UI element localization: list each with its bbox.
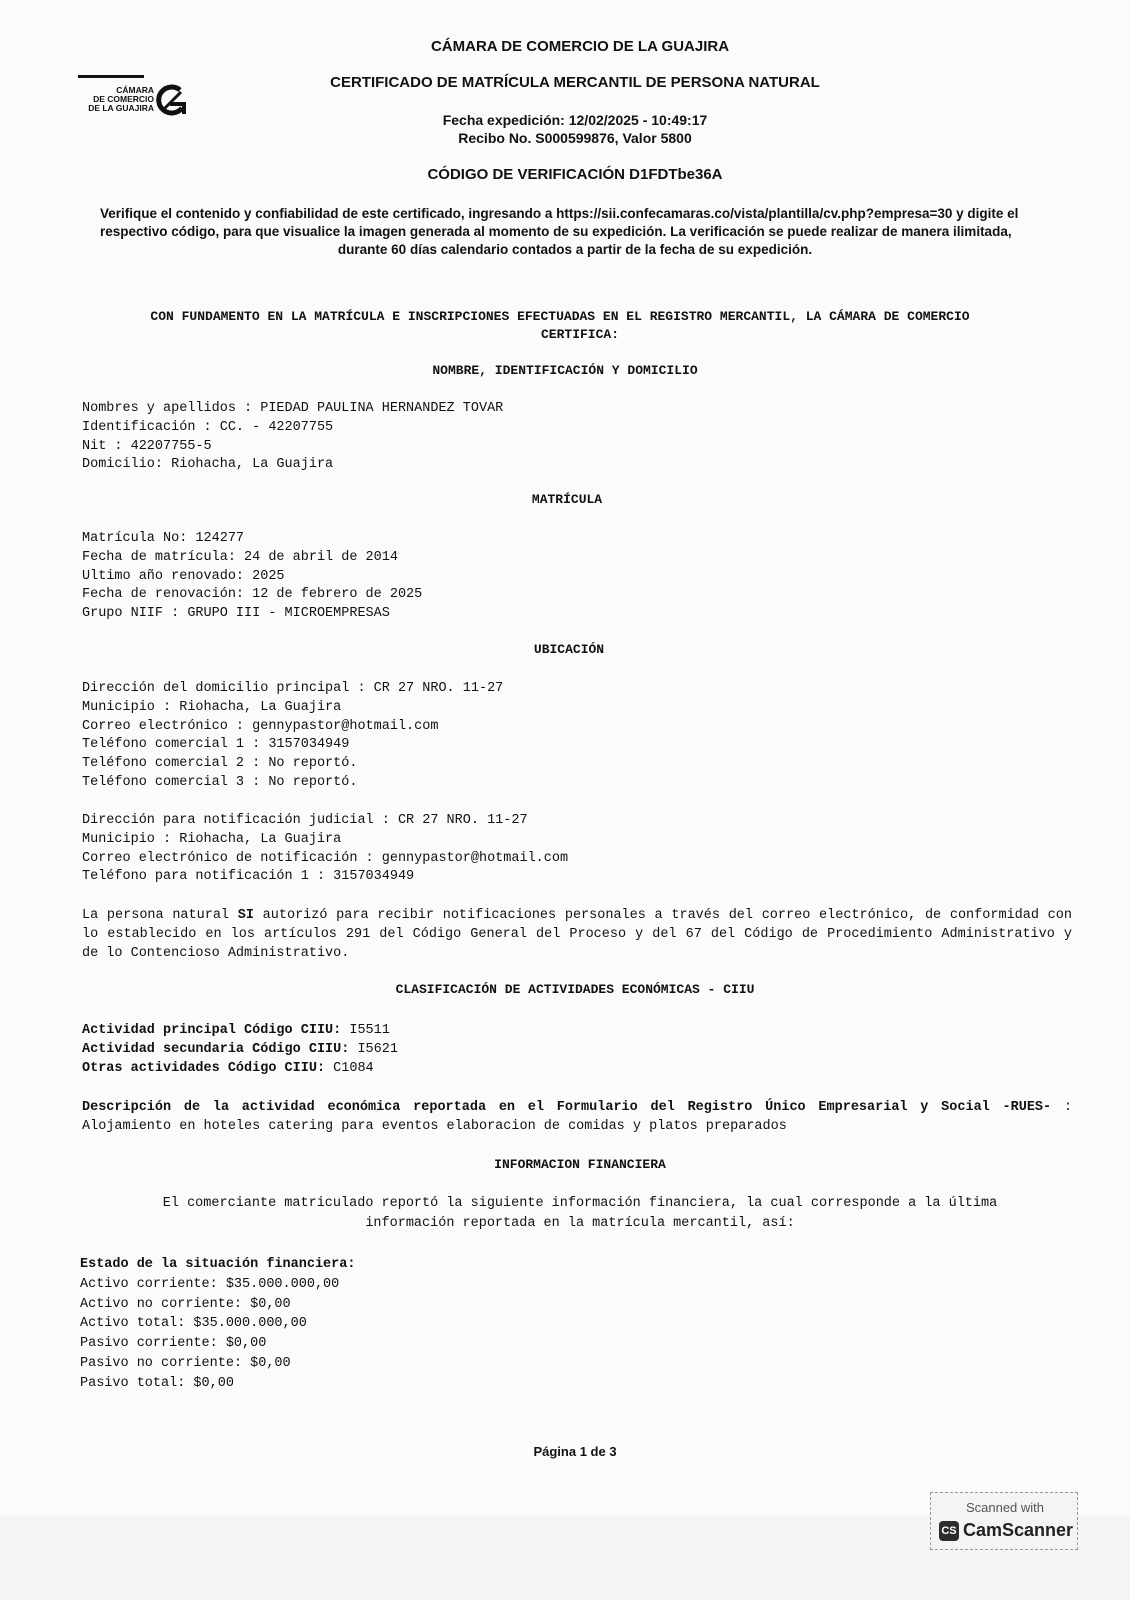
section-title-ciiu: CLASIFICACIÓN DE ACTIVIDADES ECONÓMICAS - CIIU: [395, 982, 755, 997]
address-line: Teléfono comercial 2 : No reportó.: [82, 756, 358, 772]
address-line: Teléfono comercial 1 : 3157034949: [82, 737, 350, 753]
section-title-matricula: MATRÍCULA: [531, 492, 603, 507]
chamber-title: CÁMARA DE COMERCIO DE LA GUAJIRA: [430, 38, 730, 55]
receipt-number: Recibo No. S000599876, Valor 5800: [458, 130, 692, 146]
verification-notice: [100, 205, 1050, 259]
section-title-identificacion: NOMBRE, IDENTIFICACIÓN Y DOMICILIO: [432, 363, 698, 378]
financial-line: Activo total: $35.000.000,00: [80, 1316, 307, 1332]
matricula-block: [82, 530, 422, 624]
financial-line: Activo corriente: $35.000.000,00: [80, 1276, 340, 1292]
ciiu-line: Actividad secundaria Código CIIU: I5621: [82, 1041, 398, 1057]
financial-block: [80, 1255, 355, 1394]
notification-consent: La persona natural SI autorizó para recibir notificaciones personales a través del correo electrónico, de conformidad con lo establecido en los artículos 291 del Código General del Proceso y del 67 del Código de Procedimiento Administrativo y de lo Contencioso Administrativo.: [82, 908, 1072, 961]
verification-line: respectivo código, para que visualice la imagen generada al momento de su expedición. La verificación se puede realizar de manera ilimitada,: [100, 224, 1012, 239]
matricula-line: Matrícula No: 124277: [82, 531, 245, 546]
ciiu-line: Actividad principal Código CIIU: I5511: [82, 1023, 390, 1038]
matricula-line: Ultimo año renovado: 2025: [82, 568, 285, 584]
verification-line: Verifique el contenido y confiabilidad de este certificado, ingresando a https://sii.confecamaras.co/vista/plantilla/cv.php?empresa=30 y digite el: [100, 206, 1019, 221]
financial-line: Pasivo no corriente: $0,00: [80, 1355, 291, 1371]
address-line: Dirección del domicilio principal : CR 27 NRO. 11-27: [82, 681, 504, 696]
address-line: Municipio : Riohacha, La Guajira: [82, 699, 342, 715]
address-line: Correo electrónico : gennypastor@hotmail.com: [82, 718, 439, 734]
matricula-line: Fecha de renovación: 12 de febrero de 2025: [82, 587, 423, 603]
certifica-label: CERTIFICA:: [540, 327, 619, 342]
certifica-heading: CON FUNDAMENTO EN LA MATRÍCULA E INSCRIPCIONES EFECTUADAS EN EL REGISTRO MERCANTIL, LA CÁMARA DE COMERCIO: [150, 309, 970, 324]
verification-line: durante 60 días calendario contados a partir de la fecha de su expedición.: [337, 242, 813, 257]
camscanner-logo-icon: CS: [939, 1521, 959, 1541]
section-title-financiera: INFORMACION FINANCIERA: [494, 1157, 666, 1172]
issue-date: Fecha expedición: 12/02/2025 - 10:49:17: [442, 112, 708, 128]
financial-line: Pasivo corriente: $0,00: [80, 1336, 267, 1352]
financial-intro: El comerciante matriculado reportó la siguiente información financiera, la cual corresponde a la última información reportada en la matrícula mercantil, así:: [162, 1196, 998, 1231]
ciiu-line: Otras actividades Código CIIU: C1084: [82, 1060, 374, 1076]
camscanner-badge: [930, 1492, 1078, 1550]
judicial-line: Municipio : Riohacha, La Guajira: [82, 831, 342, 847]
identification-block: [82, 400, 503, 475]
section-title-ubicacion: UBICACIÓN: [533, 642, 605, 657]
page-number: Página 1 de 3: [533, 1444, 617, 1459]
financial-line: Pasivo total: $0,00: [80, 1375, 234, 1391]
ciiu-block: [82, 1022, 398, 1078]
logo-text: CÁMARA DE COMERCIO DE LA GUAJIRA: [88, 85, 154, 113]
financial-statement-title: Estado de la situación financiera:: [80, 1257, 356, 1272]
consent-si: SI: [237, 908, 254, 923]
id-line: Nit : 42207755-5: [82, 438, 212, 454]
certificate-title: CERTIFICADO DE MATRÍCULA MERCANTIL DE PERSONA NATURAL: [330, 74, 820, 91]
matricula-line: Grupo NIIF : GRUPO III - MICROEMPRESAS: [82, 606, 390, 622]
id-line: Identificación : CC. - 42207755: [82, 419, 334, 435]
address-line: Teléfono comercial 3 : No reportó.: [82, 774, 358, 790]
scanned-with-label: Scanned with: [965, 1500, 1045, 1515]
verification-code: CÓDIGO DE VERIFICACIÓN D1FDTbe36A: [427, 166, 723, 183]
judicial-line: Dirección para notificación judicial : CR 27 NRO. 11-27: [82, 813, 528, 828]
judicial-line: Correo electrónico de notificación : gennypastor@hotmail.com: [82, 850, 569, 866]
id-line: Nombres y apellidos : PIEDAD PAULINA HERNANDEZ TOVAR: [82, 401, 504, 416]
judicial-line: Teléfono para notificación 1 : 3157034949: [82, 869, 415, 885]
activity-description: Descripción de la actividad económica reportada en el Formulario del Registro Único Empresarial y Social -RUES- : Alojamiento en hoteles catering para eventos elaboracion de comidas y platos preparados: [82, 1100, 1073, 1134]
address-block: [82, 680, 503, 793]
matricula-line: Fecha de matrícula: 24 de abril de 2014: [82, 549, 398, 565]
judicial-address-block: [82, 812, 568, 887]
camscanner-name: CamScanner: [963, 1520, 1074, 1540]
financial-line: Activo no corriente: $0,00: [80, 1296, 291, 1312]
id-line: Domicilio: Riohacha, La Guajira: [82, 457, 334, 473]
